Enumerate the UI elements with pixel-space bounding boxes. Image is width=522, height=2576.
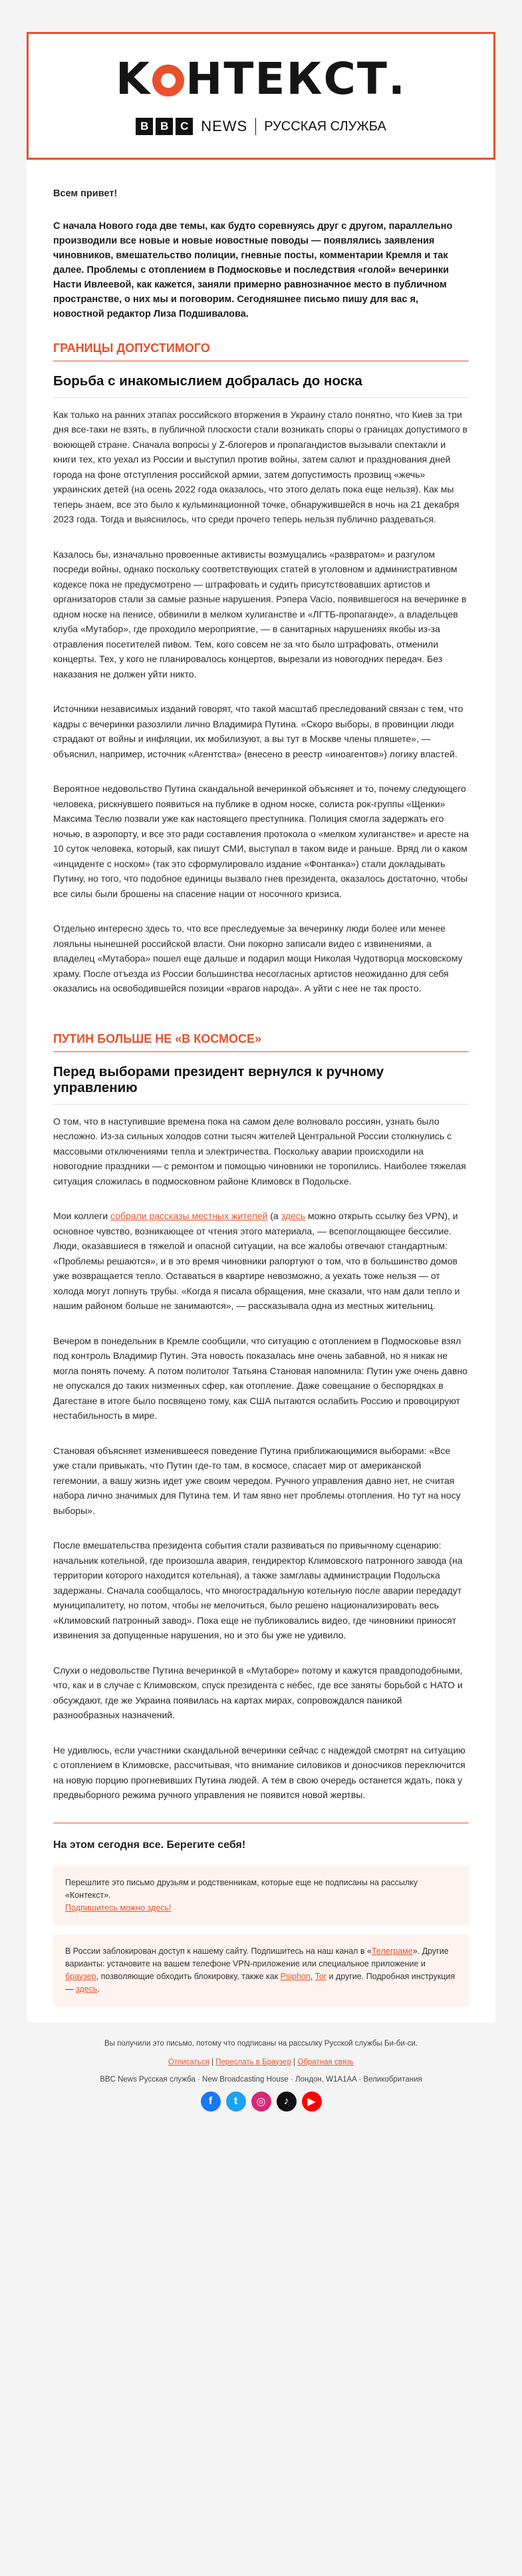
- section-header-2: [53, 1032, 469, 1052]
- article-paragraph: Как только на ранних этапах российского вторжения в Украину стало понятно, что Киев за три дня все-таки не взять, в публичной плоскости стали возникать споры о границах допустимого в воюющей стране. Сначала вопросы у Z-блогеров и пропагандистов вызывали спектакли и книги тех, кто уехал из России и выступил против войны, затем салют и празднования дней города на фоне отступления российской армии, затем допустимость прозвищ «жечь» украинских детей (на осень 2022 года оказалось, что этого делать пока еще нельзя). Как мы теперь знаем, все это было к кульминационной точке, обнаружившейся в ночь на 21 декабря 2023 года. Тогда и выяснилось, что среди прочего теперь нельзя публично раздеваться.: [53, 409, 467, 524]
- feedback-link[interactable]: Обратная связь: [297, 2058, 354, 2066]
- social-icons: [27, 2092, 495, 2112]
- article-paragraph: Отдельно интересно здесь то, что все преследуемые за вечеринку люди более или менее лояльны нынешней российской власти. Они покорно записали видео с извинениями, а владелец «Мутабора» пошел еще дальше и подарил мощи Николая Чудотворца московскому храму. После отъезда из России большинства несогласных артистов неожиданно для себя оказались на освободившейся позиции «врагов народа». А уйти с нее не так просто.: [53, 923, 463, 994]
- intro-paragraph: С начала Нового года две темы, как будто соревнуясь друг с другом, параллельно производили все новые и новые новостные поводы — появлялись заявления чиновников, вмешательство полиции, гневные посты, комментарии Кремля и так далее. Проблемы с отоплением в Подмосковье и последствия «голой» вечеринки Насти Ивлеевой, как кажется, заняли примерно равнозначное место в публичном пространстве, о них мы и поговорим. Сегодняшнее письмо пишу для вас я, новостной редактор Лиза Подшивалова.: [53, 220, 453, 319]
- subscribe-link[interactable]: Подпишитесь можно здесь!: [65, 1903, 172, 1913]
- logo-o-icon: [152, 65, 184, 96]
- section-header-1: [53, 341, 469, 361]
- article-paragraph: Вечером в понедельник в Кремле сообщили, что ситуацию с отоплением в Подмосковье взял под контроль Владимир Путин. Эта новость показалась мне очень забавной, но я никак не могла понять почему. А потом политолог Татьяна Становая напомнила: Путин уже очень давно не опускался до таких низменных сфер, как отопление. Даже совещание о беспорядках в Дагестане в итоге было посвящено тому, как США пытаются ослабить Россию и провоцируют нестабильность в мире.: [53, 1335, 467, 1421]
- article-paragraph: Источники независимых изданий говорят, что такой масштаб преследований связан с тем, что кадры с вечеринки разозлили лично Владимира Путина. «Скоро выборы, в провинции люди страдают от войны и инфляции, их мобилизуют, а вы тут в Москве члены пляшете», — объяснил, например, источник «Агентства» (внесено в реестр «иноагентов») логику властей.: [53, 703, 463, 759]
- address: BBC News Русская служба · New Broadcasting House · Лондон, W1A1AA · Великобритания: [100, 2075, 422, 2084]
- article-paragraph: Мои коллеги собрали рассказы местных жителей (а здесь можно открыть ссылку без VPN), и основное чувство, возникающее от чтения этого материала, — всепоглощающее бессилие. Люди, оказавшиеся в тяжелой и опасной ситуации, на все жалобы отвечают стандартным: «Проблемы решаются», и в это время чиновники рапортуют о том, что в большинство домов уже возвращается тепло. Оставаться в квартире невозможно, а уехать тоже нельзя — от холода могут лопнуть трубы. «Когда я писала обращения, мне сказали, что нам дали тепло и нашим районом больше не занимаются», — рассказывала одна из местных жительниц.: [53, 1210, 460, 1311]
- mirror-link[interactable]: здесь: [281, 1210, 306, 1221]
- article-paragraph: Не удивлюсь, если участники скандальной вечеринки сейчас с надеждой смотрят на ситуацию с отоплением в Климовске, рассчитывая, что внимание силовиков и доносчиков переключится на новую порцию прогневивших Путина людей. А тем в свою очередь останется ждать, пока у предвыборного режима ручного управления не появится новой жертвы.: [53, 1744, 465, 1800]
- closing-line: На этом сегодня все. Берегите себя!: [53, 1839, 246, 1851]
- article-paragraph: Вероятное недовольство Путина скандальной вечеринкой объясняет и то, почему следующего человека, рискнувшего появиться на публике в одном носке, солиста рок-группы «Щенки» Максима Теслю позвали уже как настоящего преступника. Полиция смогла задержать его ночью, в аэропорту, и все это ради составления протокола о «мелком хулиганстве» и аресте на 10 суток человека, который, как пишут СМИ, выступал в таком виде и раньше. Вряд ли о каком «инциденте с носком» (так это сформулировало издание «Фонтанка») стали докладывать Путину, но того, что подобное единицы вызвало гнев президента, оказалось достаточно, чтобы все силы были брошены на спасение нации от носочного кризиса.: [53, 783, 469, 899]
- bbc-logo: B B C: [136, 118, 193, 135]
- instruction-link[interactable]: здесь: [75, 1984, 98, 1994]
- article-paragraph: О том, что в наступившие времена пока на самом деле волновало россиян, узнать было несложно. Из-за сильных холодов сотни тысяч жителей Центральной России столкнулись с массовыми отключениями тепла и электричества. Поскольку аварии происходили на новогодние праздники — с ремонтом и помощью чиновники не торопились. Наиболее тяжелая ситуация сложилась в подмосковном районе Климовск в Подольске.: [53, 1115, 466, 1187]
- subscription-notice: Вы получили это письмо, потому что подписаны на рассылку Русской службы Би-би-си.: [104, 2039, 418, 2048]
- section-headline: Борьба с инакомыслием добралась до носка: [53, 373, 469, 398]
- article-paragraph: Становая объясняет изменившееся поведение Путина приближающимися выборами: «Все уже стали привыкать, что Путин где-то там, в космосе, спасает мир от американской гегемонии, а вашу жизнь идет уже своим чередом. Ручного управления давно нет, не считая набора лично значимых для Путина тем. И там явно нет проблемы отопления. Но тут на носу выборы».: [53, 1445, 461, 1516]
- email-body: [27, 160, 495, 2022]
- blocking-info-box: В России заблокирован доступ к нашему сайту. Подпишитесь на наш канал в «Телеграме». Другие варианты: установите на вашем телефоне VPN-приложение или специальное приложение и браузер, позволяющие обходить блокировку, также как Psiphon, Tor и другие. Подробная инструкция — здесь.: [53, 1934, 469, 2006]
- branding-divider: [255, 118, 256, 135]
- section-title: ПУТИН БОЛЬШЕ НЕ «В КОСМОСЕ»: [53, 1031, 261, 1045]
- unsubscribe-link[interactable]: Отписаться: [168, 2058, 209, 2066]
- browser-link[interactable]: браузер: [65, 1971, 96, 1981]
- tor-link[interactable]: Tor: [315, 1971, 326, 1981]
- psiphon-link[interactable]: Psiphon: [280, 1971, 311, 1981]
- bbc-branding: [29, 118, 493, 135]
- footer-links: Отписаться | Переслать в Браузер | Обратная связь: [168, 2058, 354, 2066]
- twitter-icon[interactable]: t: [226, 2092, 246, 2112]
- instagram-icon[interactable]: ◎: [251, 2092, 271, 2112]
- news-label: NEWS: [201, 118, 248, 134]
- forward-link[interactable]: Переслать в Браузер: [215, 2058, 291, 2066]
- section-title: ГРАНИЦЫ ДОПУСТИМОГО: [53, 341, 210, 355]
- article-paragraph: Слухи о недовольстве Путина вечеринкой в «Мутаборе» потому и кажутся правдоподобными, что, как и в случае с Климовском, спуск президента с небес, где все заняты борьбой с НАТО и обсуждают, где же Украина появилась на картах мирах, сопровождался паникой разнообразных назначений.: [53, 1664, 463, 1720]
- section-headline: Перед выборами президент вернулся к ручному управлению: [53, 1064, 469, 1105]
- telegram-link[interactable]: Телеграме: [371, 1946, 413, 1956]
- facebook-icon[interactable]: f: [201, 2092, 221, 2112]
- kontekst-logo: K НТЕКСТ.: [116, 53, 406, 104]
- footer: [27, 2022, 495, 2131]
- forward-box: Перешлите это письмо друзьям и родственникам, которые еще не подписаны на рассылку «Контекст». Подпишитесь можно здесь!: [53, 1866, 469, 1925]
- greeting: Всем привет!: [53, 188, 118, 199]
- article-paragraph: После вмешательства президента события стали развиваться по привычному сценарию: начальник котельной, где произошла авария, гендиректор Климовского патронного завода (на территории которого находится котельная), а также замглавы администрации Подольска задержаны. Сначала сообщалось, что многострадальную котельную после аварии передадут муниципалитету, но потом, чтобы не мелочиться, было решено национализировать весь «Климовский патронный завод». Пока еще не публиковались видео, где чиновники приносят извинения за допущенные нарушения, но и это бы уже не удивило.: [53, 1540, 463, 1640]
- residents-stories-link[interactable]: собрали рассказы местных жителей: [110, 1210, 268, 1221]
- service-label: РУССКАЯ СЛУЖБА: [264, 118, 386, 134]
- tiktok-icon[interactable]: ♪: [277, 2092, 297, 2112]
- youtube-icon[interactable]: ▶: [302, 2092, 322, 2112]
- newsletter-header: [27, 32, 495, 160]
- article-paragraph: Казалось бы, изначально провоенные активисты возмущались «развратом» и разгулом посреди войны, однако поскольку соответствующих статей в уголовном и административном кодексе пока не предусмотрено — штрафовать и судить присутствовавших артистов и организаторов стали за самые разные нарушения. Рэпера Vacio, появившегося на вечеринке в одном носке на пенисе, обвинили в мелком хулиганстве и «ЛГТБ-пропаганде», а владельцев клуба «Мутабор», где проходило мероприятие, — в санитарных нарушениях якобы из-за отравления посетителей пивом. Тем, кого совсем не за что было штрафовать, отменили концерты. Тех, у кого не планировалось концертов, вырезали из новогодних передач. Без наказания не должен уйти никто.: [53, 548, 467, 679]
